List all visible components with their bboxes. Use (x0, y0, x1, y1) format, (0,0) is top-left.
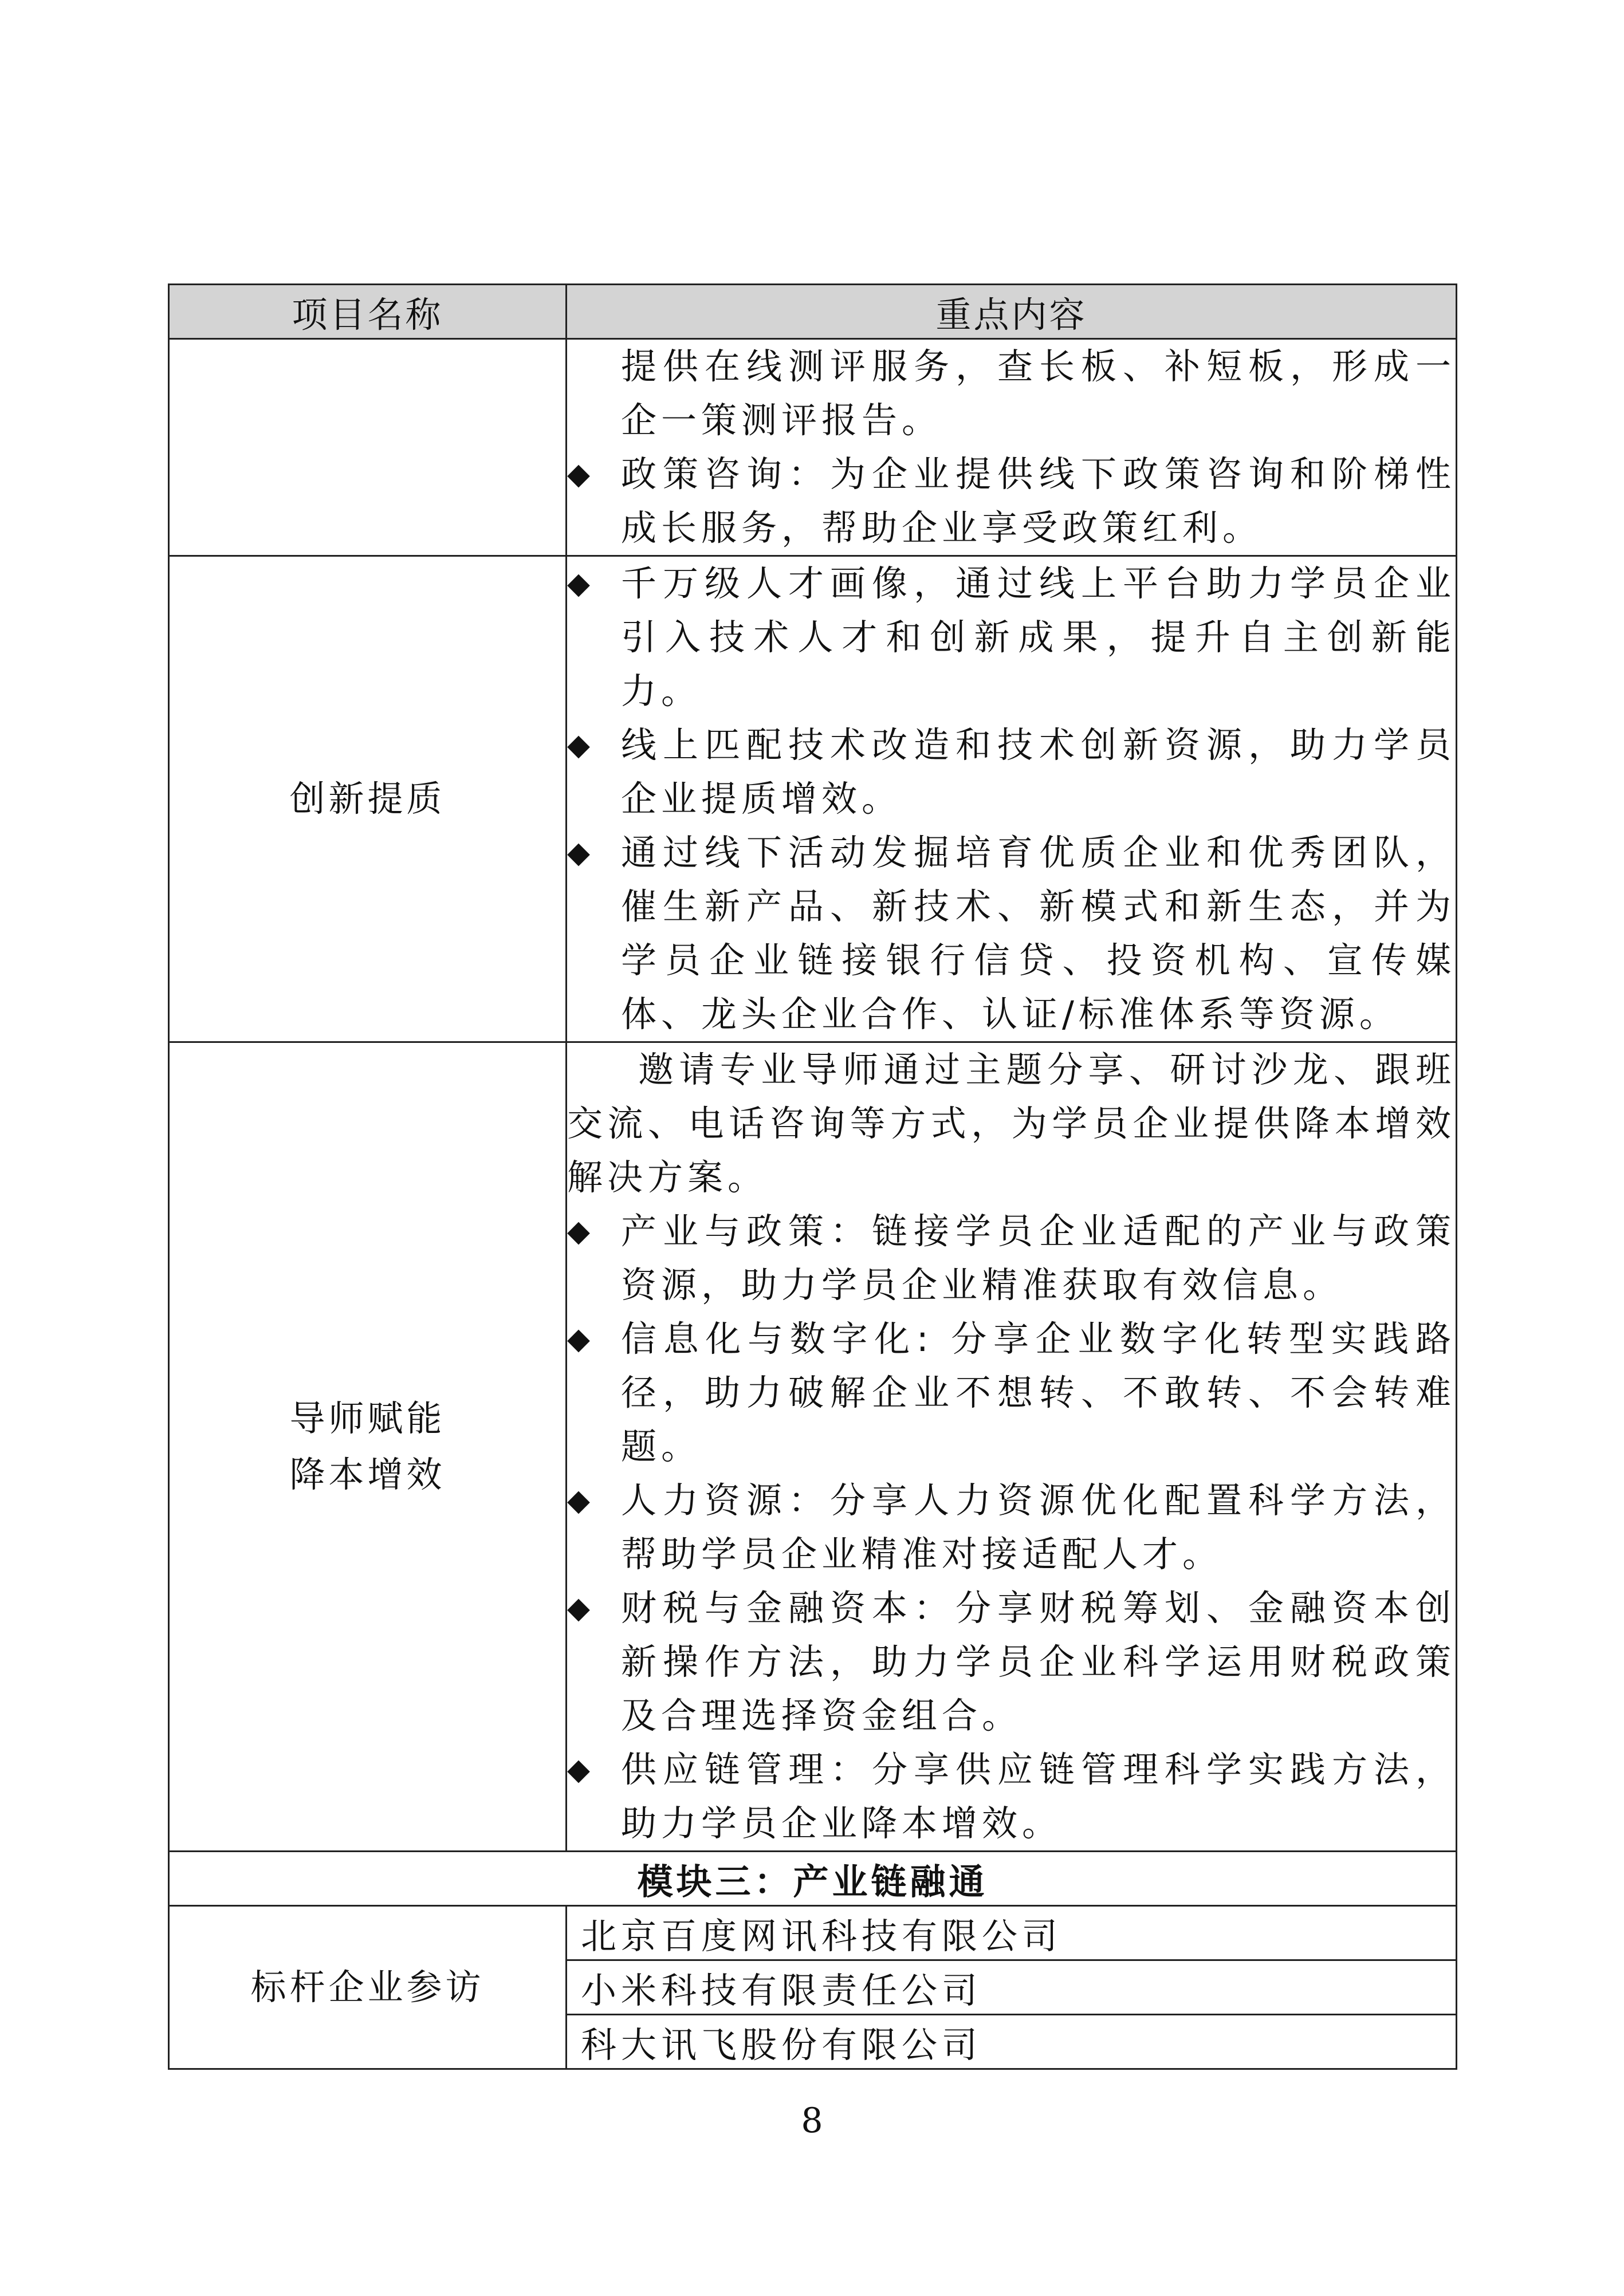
bullet-item (567, 718, 1456, 826)
header-project-name: 项目名称 (169, 285, 567, 339)
diamond-bullet-icon: ◆ (567, 1483, 595, 1518)
diamond-bullet-icon: ◆ (567, 1214, 595, 1249)
bullet-text: 人力资源：分享人力资源优化配置科学方法，帮助学员企业精准对接适配人才。 (621, 1479, 1456, 1575)
row3-content (567, 1042, 1457, 1852)
row4-name: 标杆企业参访 (169, 1906, 567, 2069)
row2-content (567, 556, 1457, 1042)
bullet-item (567, 1204, 1456, 1312)
page-number: 8 (801, 2101, 823, 2141)
bullet-item (567, 557, 1456, 718)
bullet-text: 线上匹配技术改造和技术创新资源，助力学员企业提质增效。 (621, 724, 1456, 820)
table-row (169, 1906, 1457, 1960)
bullet-text: 财税与金融资本：分享财税筹划、金融资本创新操作方法，助力学员企业科学运用财税政策及合理选择资金组合。 (621, 1587, 1456, 1736)
diamond-bullet-icon: ◆ (567, 1752, 595, 1787)
bullet-item (567, 1474, 1456, 1581)
company-item: 北京百度网讯科技有限公司 (567, 1906, 1457, 1960)
table-header-row (169, 285, 1457, 339)
bullet-item (567, 1581, 1456, 1743)
row3-name-line2: 降本增效 (289, 1454, 446, 1495)
header-key-content: 重点内容 (567, 285, 1457, 339)
bullet-text: 信息化与数字化: 分享企业数字化转型实践路径，助力破解企业不想转、不敢转、不会转难题。 (621, 1318, 1456, 1467)
row2-name: 创新提质 (169, 556, 567, 1042)
row1-name (169, 339, 567, 556)
content-table (168, 283, 1457, 2070)
table-row (169, 1042, 1457, 1852)
bullet-item (567, 447, 1456, 555)
row3-name-line1: 导师赋能 (289, 1397, 446, 1439)
diamond-bullet-icon: ◆ (567, 728, 595, 762)
bullet-text: 政策咨询：为企业提供线下政策咨询和阶梯性成长服务，帮助企业享受政策红利。 (621, 453, 1456, 549)
bullet-text: 供应链管理：分享供应链管理科学实践方法，助力学员企业降本增效。 (621, 1748, 1456, 1844)
company-item: 科大讯飞股份有限公司 (567, 2015, 1457, 2069)
module-title: 模块三：产业链融通 (169, 1852, 1457, 1906)
diamond-bullet-icon: ◆ (567, 1322, 595, 1356)
bullet-item (567, 1312, 1456, 1474)
module-row (169, 1852, 1457, 1906)
intro-paragraph: 邀请专业导师通过主题分享、研讨沙龙、跟班交流、电话咨询等方式，为学员企业提供降本增效解决方案。 (567, 1049, 1456, 1198)
diamond-bullet-icon: ◆ (567, 836, 595, 870)
diamond-bullet-icon: ◆ (567, 1591, 595, 1625)
table-row (169, 339, 1457, 556)
continued-paragraph: 提供在线测评服务，查长板、补短板，形成一企一策测评报告。 (621, 345, 1456, 441)
diamond-bullet-icon: ◆ (567, 566, 595, 601)
bullet-text: 千万级人才画像，通过线上平台助力学员企业引入技术人才和创新成果，提升自主创新能力。 (621, 562, 1456, 712)
diamond-bullet-icon: ◆ (567, 457, 595, 491)
bullet-item (567, 826, 1456, 1041)
bullet-item (567, 1743, 1456, 1850)
company-item: 小米科技有限责任公司 (567, 1960, 1457, 2015)
bullet-text: 通过线下活动发掘培育优质企业和优秀团队，催生新产品、新技术、新模式和新生态，并为学员企业链接银行信贷、投资机构、宣传媒体、龙头企业合作、认证/标准体系等资源。 (621, 832, 1456, 1035)
bullet-text: 产业与政策：链接学员企业适配的产业与政策资源，助力学员企业精准获取有效信息。 (621, 1210, 1456, 1306)
row1-content (567, 339, 1457, 556)
row3-name (169, 1042, 567, 1852)
table-row (169, 556, 1457, 1042)
